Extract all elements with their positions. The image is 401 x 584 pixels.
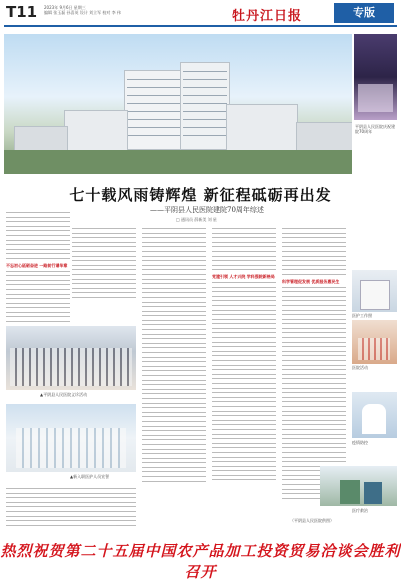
epidemic-prevention-caption: 疫情防控: [352, 440, 368, 445]
second-tower: [180, 62, 230, 150]
section-subtitle-2: 党建引领 人才兴院 学科强院新格局: [212, 273, 275, 279]
header-date: 2023年 9月6日 星期三: [44, 5, 86, 10]
section-subtitle-3: 科学管理促发展 优质服务惠民生: [282, 278, 340, 284]
headline: 七十载风雨铸辉煌 新征程砥砺再出发: [69, 186, 332, 204]
group-photo: [6, 326, 136, 390]
column-1-bottom: [6, 488, 136, 529]
section-tag: 专版: [334, 3, 394, 23]
left-wing: [64, 110, 128, 152]
epidemic-prevention-photo: [352, 392, 397, 438]
subheadline: ——平阴县人民医院建院70周年综述: [150, 206, 264, 214]
end-note: （平阴县人民医院供图）: [290, 518, 334, 523]
medical-treatment-caption: 医疗救治: [352, 508, 368, 513]
anniversary-stage-photo: [354, 34, 397, 120]
banner-text: 热烈祝贺第二十五届中国农产品加工投资贸易洽谈会胜利召开: [0, 542, 401, 581]
page-number: T11: [6, 3, 38, 21]
newspaper-name: 牡丹江日报: [232, 9, 303, 24]
byline: □ 通讯员 薛新美 刘 星: [176, 217, 217, 222]
header-rule: [4, 25, 397, 27]
hospital-event-caption: 医院活动: [352, 365, 368, 370]
column-2: [72, 228, 136, 302]
staff-oath-photo: [6, 404, 136, 472]
column-5: [282, 228, 346, 502]
column-3: [142, 228, 206, 485]
medical-treatment-photo: [320, 466, 397, 506]
section-subtitle-1: 不忘初心砥砺奋进 一路前行谱华章: [6, 262, 68, 268]
photo-foreground: [4, 150, 352, 174]
page-header: [0, 0, 401, 34]
column-1: [6, 212, 70, 326]
right-wing: [226, 104, 298, 152]
side-photo-caption: 平阴县人民医院庆祝建院70周年: [355, 124, 395, 134]
hospital-aerial-photo: [4, 34, 352, 174]
column-4: [212, 228, 276, 484]
medical-staff-caption: 医护工作照: [352, 313, 372, 318]
header-editors: 编辑 张玉磊 孙喜英 设计 刘立军 校对 李 伟: [44, 10, 121, 15]
medical-staff-photo: [352, 270, 397, 312]
header-meta: [44, 5, 121, 15]
group-photo-caption: ▲平阴县人民医院义诊活动: [40, 392, 88, 397]
low-building-right: [296, 122, 352, 152]
main-tower: [124, 70, 184, 150]
hospital-event-photo: [352, 320, 397, 364]
staff-oath-caption: ▲新入职医护人员宣誓: [70, 474, 110, 479]
